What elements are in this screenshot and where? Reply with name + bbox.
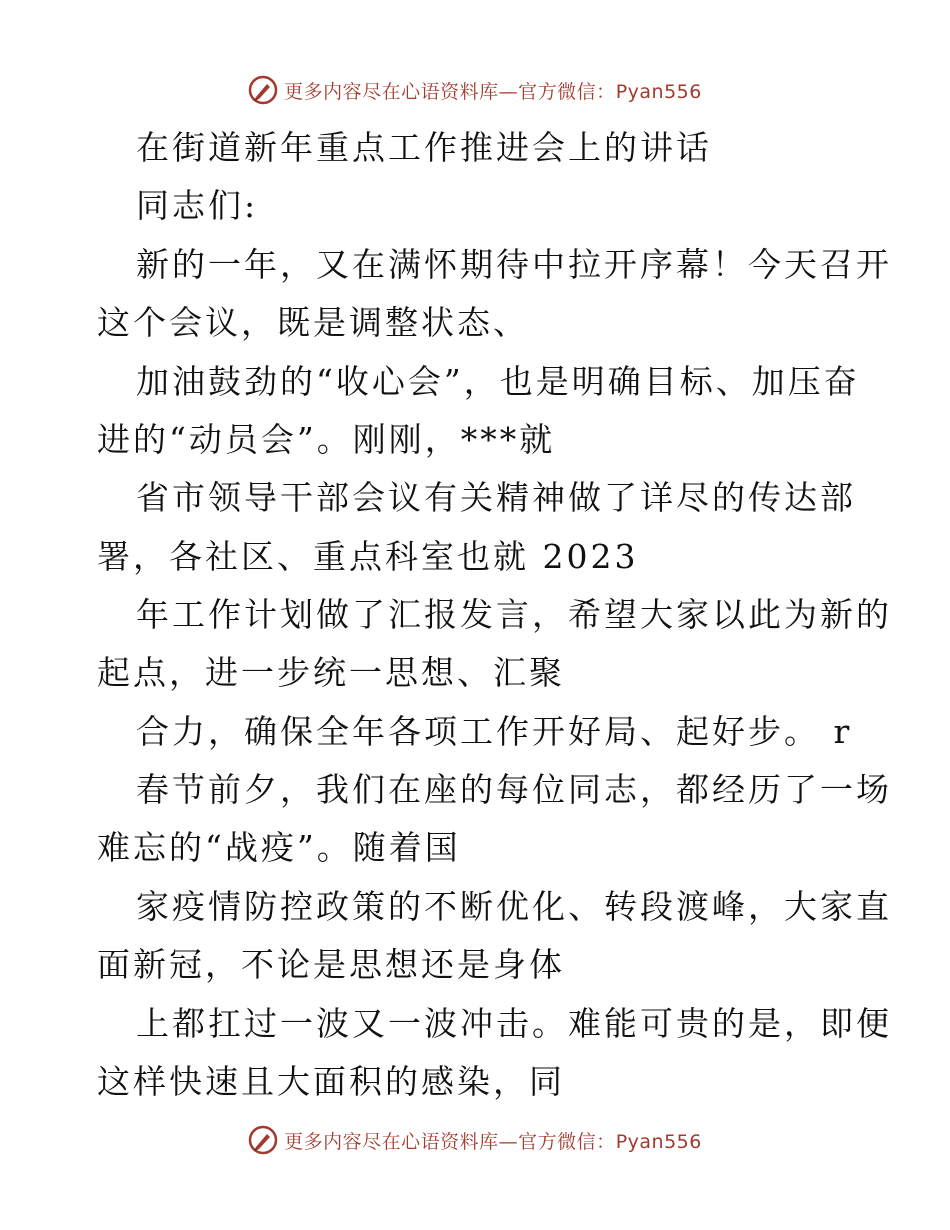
document-title: 在街道新年重点工作推进会上的讲话 [136,128,712,167]
paragraph-line: 面新冠，不论是思想还是身体 [97,945,565,984]
watermark-header [0,72,950,108]
watermark-text: 更多内容尽在心语资料库—官方微信：Pyan556 [284,80,702,103]
paragraph-line: 家疫情防控政策的不断优化、转段渡峰，大家直 [136,887,892,926]
paragraph-line: 年工作计划做了汇报发言，希望大家以此为新的 [136,595,892,634]
paragraph-line: 难忘的“战疫”。随着国 [97,828,461,867]
paragraph-line: 省市领导干部会议有关精神做了详尽的传达部 [136,478,856,517]
pen-logo-icon [248,75,278,105]
paragraph-line: 春节前夕，我们在座的每位同志，都经历了一场 [136,770,892,809]
paragraph-line: 合力，确保全年各项工作开好局、起好步。 r [136,712,853,751]
paragraph-line: 署，各社区、重点科室也就 2023 [97,537,639,576]
paragraph-line: 起点，进一步统一思想、汇聚 [97,653,565,692]
watermark-footer [0,1122,950,1158]
paragraph-line: 进的“动员会”。刚刚，***就 [97,420,556,459]
paragraph-line: 这个会议，既是调整状态、 [97,303,529,342]
paragraph-line: 加油鼓劲的“收心会”，也是明确目标、加压奋 [136,362,860,401]
watermark-text: 更多内容尽在心语资料库—官方微信：Pyan556 [284,1130,702,1153]
pen-logo-icon [248,1125,278,1155]
paragraph-line: 这样快速且大面积的感染，同 [97,1062,565,1101]
paragraph-line: 新的一年，又在满怀期待中拉开序幕！今天召开 [136,245,892,284]
paragraph-line: 上都扛过一波又一波冲击。难能可贵的是，即便 [136,1004,892,1043]
salutation: 同志们: [136,186,259,225]
